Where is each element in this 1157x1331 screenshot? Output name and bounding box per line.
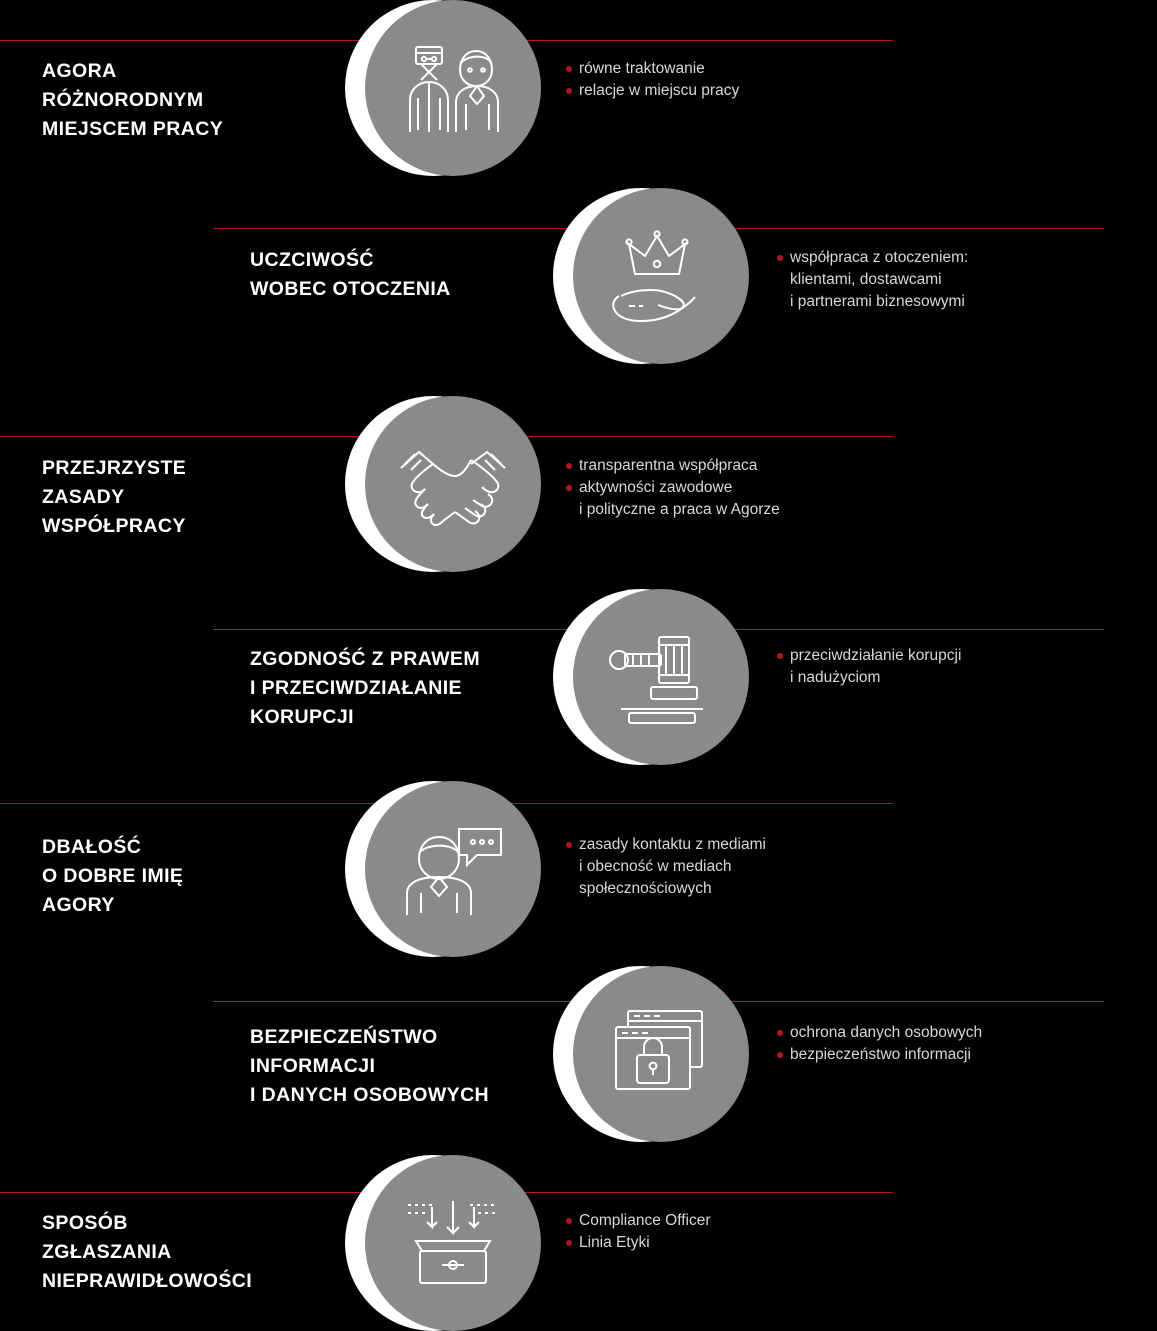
- row-icon-3: [345, 396, 541, 572]
- row-icon-2: [553, 188, 749, 364]
- bullet-item: bezpieczeństwo informacji: [777, 1044, 1117, 1066]
- bullet-item: Compliance Officer: [566, 1210, 906, 1232]
- row-bullets-3: [566, 455, 906, 521]
- hand-with-crown-icon: [605, 226, 717, 326]
- browser-lock-icon: [606, 1005, 716, 1103]
- row-heading-6: BEZPIECZEŃSTWO INFORMACJI I DANYCH OSOBOWYCH: [250, 1026, 490, 1106]
- two-people-icon: [398, 40, 508, 136]
- person-speech-bubble-icon: [397, 819, 509, 919]
- row-icon-4: [553, 589, 749, 765]
- bullet-item: relacje w miejscu pracy: [566, 80, 896, 102]
- handshake-icon: [395, 438, 511, 530]
- row-icon-1: [345, 0, 541, 176]
- row-bullets-5: [566, 834, 906, 900]
- bullet-item: współpraca z otoczeniem: klientami, dostawcami i partnerami biznesowymi: [777, 247, 1117, 313]
- row-bullets-7: [566, 1210, 906, 1254]
- row-heading-4: ZGODNOŚĆ Z PRAWEM I PRZECIWDZIAŁANIE KORUPCJI: [250, 648, 480, 728]
- row-heading-5: DBAŁOŚĆ O DOBRE IMIĘ AGORY: [42, 836, 184, 916]
- icon-disc: [573, 966, 749, 1142]
- icon-disc: [365, 396, 541, 572]
- row-heading-1: AGORA RÓŻNORODNYM MIEJSCEM PRACY: [42, 60, 224, 140]
- icon-disc: [573, 188, 749, 364]
- bullet-item: równe traktowanie: [566, 58, 896, 80]
- row-bullets-2: [777, 247, 1117, 313]
- icon-disc: [365, 781, 541, 957]
- icon-disc: [573, 589, 749, 765]
- icon-disc: [365, 0, 541, 176]
- icon-disc: [365, 1155, 541, 1331]
- row-icon-6: [553, 966, 749, 1142]
- bullet-item: zasady kontaktu z mediami i obecność w mediach społecznościowych: [566, 834, 906, 900]
- bullet-item: transparentna współpraca: [566, 455, 906, 477]
- row-heading-2: UCZCIWOŚĆ WOBEC OTOCZENIA: [250, 249, 451, 300]
- bullet-item: przeciwdziałanie korupcji i nadużyciom: [777, 645, 1117, 689]
- row-bullets-4: [777, 645, 1117, 689]
- row-icon-5: [345, 781, 541, 957]
- bullet-item: Linia Etyki: [566, 1232, 906, 1254]
- report-box-icon: [398, 1195, 508, 1291]
- bullet-item: ochrona danych osobowych: [777, 1022, 1117, 1044]
- gavel-icon: [603, 627, 719, 727]
- row-icon-7: [345, 1155, 541, 1331]
- row-heading-3: PRZEJRZYSTE ZASADY WSPÓŁPRACY: [42, 457, 187, 537]
- row-heading-7: SPOSÓB ZGŁASZANIA NIEPRAWIDŁOWOŚCI: [42, 1212, 253, 1292]
- row-bullets-6: [777, 1022, 1117, 1066]
- row-bullets-1: [566, 58, 896, 102]
- bullet-item: aktywności zawodowe i polityczne a praca w Agorze: [566, 477, 906, 521]
